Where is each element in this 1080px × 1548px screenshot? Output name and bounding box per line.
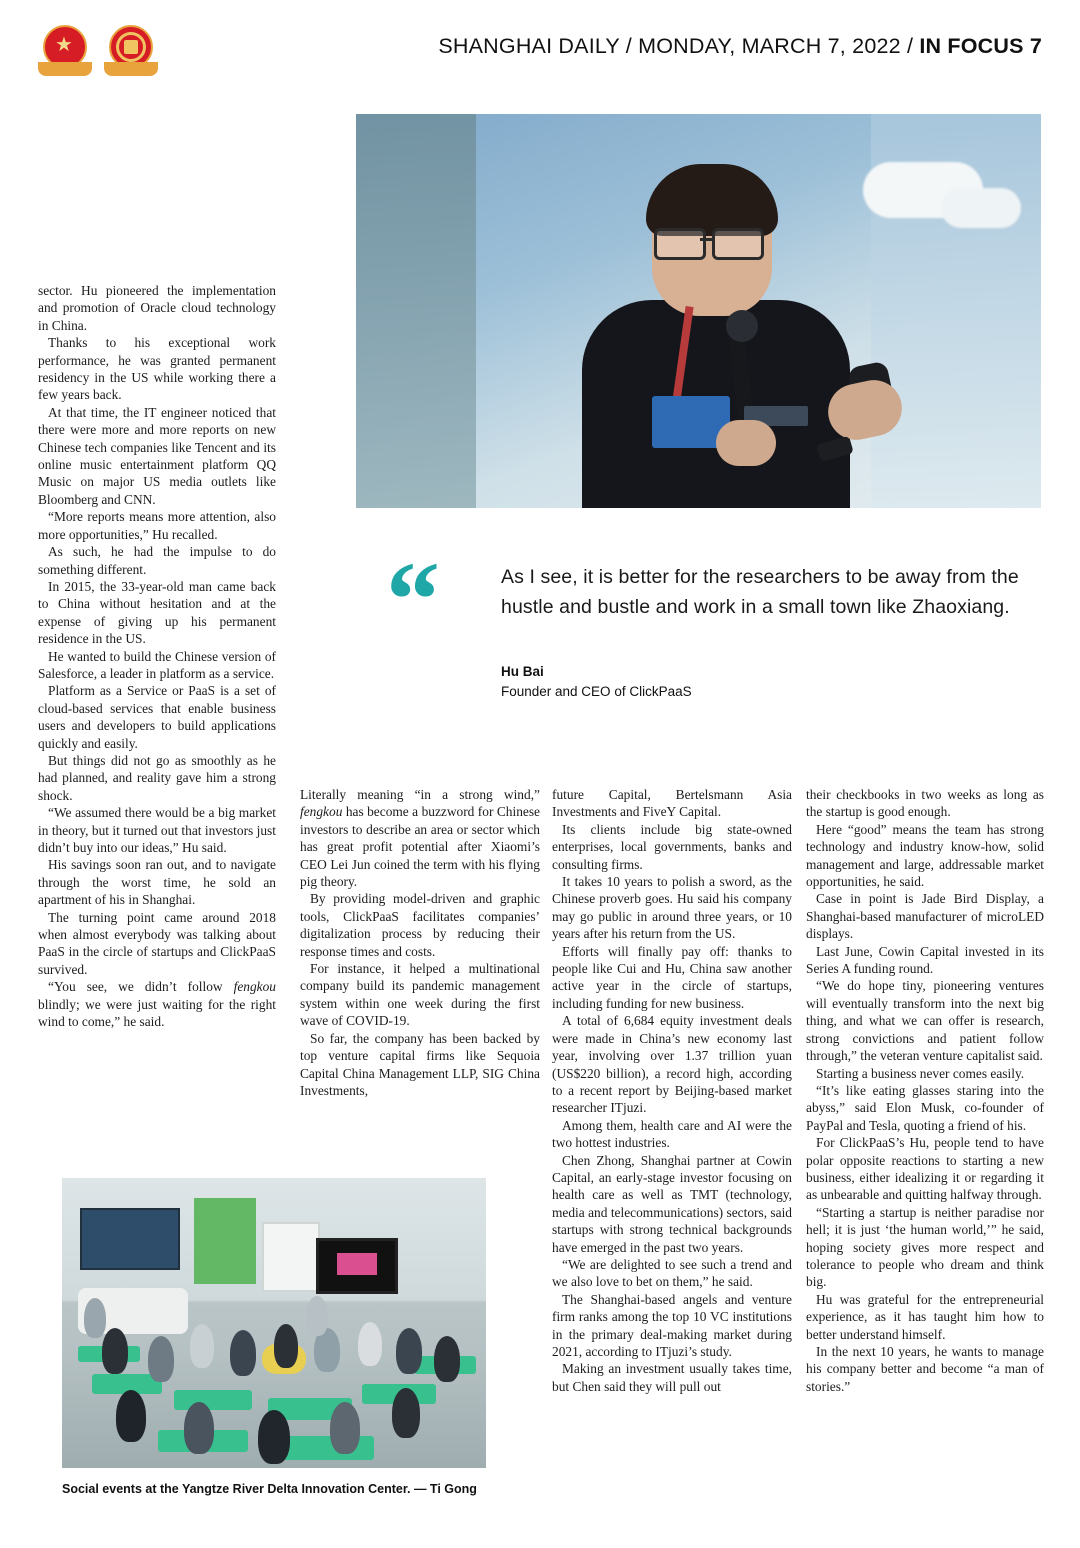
article-paragraph: The turning point came around 2018 when almost everybody was talking about PaaS in the circle of startups and ClickPaaS survived. <box>38 909 276 977</box>
masthead-title <box>438 34 1042 59</box>
article-paragraph: Platform as a Service or PaaS is a set of cloud-based services that enable business users and developers to build applications quickly and easily. <box>38 683 276 751</box>
floor-mat <box>174 1390 252 1410</box>
article-paragraph: Last June, Cowin Capital invested in its Series A funding round. <box>806 943 1044 977</box>
article-paragraph: By providing model-driven and graphic tools, ClickPaaS facilitates companies’ digitalization process by reducing their response times and costs. <box>300 891 540 959</box>
article-paragraph: In the next 10 years, he wants to manage his company better and become “a man of stories.” <box>806 1344 1044 1394</box>
article-column-2 <box>300 786 540 1099</box>
article-paragraph: In 2015, the 33-year-old man came back to China without hesitation and at the expense of giving up his permanent residence in the US. <box>38 578 276 647</box>
article-paragraph: For instance, it helped a multinational company build its pandemic management system within one week during the first wave of COVID-19. <box>300 961 540 1029</box>
article-paragraph: The Shanghai-based angels and venture firm ranks among the top 10 VC institutions in the primary deal-making market during 2021, according to ITjuzi’s study. <box>552 1291 792 1359</box>
cppcc-emblem-icon <box>104 22 158 78</box>
seated-person <box>230 1330 256 1376</box>
article-paragraph: future Capital, Bertelsmann Asia Investments and FiveY Capital. <box>552 787 792 820</box>
article-column-1 <box>38 282 276 1030</box>
speaker-figure <box>566 170 896 508</box>
bottom-photo <box>62 1178 486 1468</box>
seated-person <box>434 1336 460 1382</box>
masthead-section: IN FOCUS <box>919 34 1024 58</box>
cloud-shape-secondary <box>941 188 1021 228</box>
seated-person <box>392 1388 420 1438</box>
article-paragraph: “We are delighted to see such a trend and we also love to bet on them,” he said. <box>552 1256 792 1290</box>
article-paragraph: Case in point is Jade Bird Display, a Shanghai-based manufacturer of microLED displays. <box>806 891 1044 942</box>
article-paragraph: “More reports means more attention, also more opportunities,” Hu recalled. <box>38 509 276 542</box>
green-panel <box>194 1198 256 1284</box>
seated-person <box>330 1402 360 1454</box>
seated-person <box>306 1296 328 1336</box>
article-paragraph: “We do hope tiny, pioneering ventures will eventually transform into the next big thing, and what we can offer is research, strong convictions and patient follow through,” the veteran venture capitalist said. <box>806 978 1044 1064</box>
article-paragraph: Chen Zhong, Shanghai partner at Cowin Capital, an early-stage investor focusing on health care as well as TMT (technology, media and telecommunications) sectors, said startups with strong technical backgrounds have emerged in the past two years. <box>552 1152 792 1255</box>
article-column-4 <box>806 786 1044 1395</box>
article-paragraph: Making an investment usually takes time, but Chen said they will pull out <box>552 1361 792 1394</box>
article-paragraph: Its clients include big state-owned enterprises, local governments, banks and consulting firms. <box>552 821 792 872</box>
seated-person <box>358 1322 382 1366</box>
article-paragraph: their checkbooks in two weeks as long as the startup is good enough. <box>806 787 1044 820</box>
presentation-monitor <box>316 1238 398 1294</box>
seated-person <box>148 1336 174 1382</box>
article-paragraph: A total of 6,684 equity investment deals were made in China’s new economy last year, involving over 1.37 trillion yuan (US$220 billion), a record high, according to a recent report by Beijing-based market researcher ITjuzi. <box>552 1013 792 1116</box>
pull-quote-text: As I see, it is better for the researchers to be away from the hustle and bustle and work in a small town like Zhaoxiang. <box>501 566 1019 618</box>
article-paragraph: “It’s like eating glasses staring into the abyss,” said Elon Musk, co-founder of PayPal and Tesla, quoting a friend of his. <box>806 1082 1044 1133</box>
article-paragraph: But things did not go as smoothly as he had planned, and reality gave him a strong shock. <box>38 752 276 803</box>
article-paragraph: Among them, health care and AI were the two hottest industries. <box>552 1117 792 1151</box>
quote-mark-icon: “ <box>386 541 440 660</box>
article-paragraph: So far, the company has been backed by top venture capital firms like Sequoia Capital China Management LLP, SIG China Investments, <box>300 1030 540 1098</box>
seated-person <box>274 1324 298 1368</box>
seated-person <box>184 1402 214 1454</box>
seated-person <box>190 1324 214 1368</box>
article-paragraph: Hu was grateful for the entrepreneurial experience, as it has taught him how to better understand himself. <box>806 1291 1044 1342</box>
emblem-group <box>38 22 158 78</box>
article-paragraph: At that time, the IT engineer noticed that there were more and more reports on new Chinese tech companies like Tencent and its online music entertainment platform QQ Music on major US media outlets like Bloomberg and CNN. <box>38 404 276 507</box>
pull-quote-author: Hu Bai <box>501 664 544 679</box>
floor-mat <box>278 1436 374 1460</box>
article-paragraph: As such, he had the impulse to do something different. <box>38 544 276 577</box>
whiteboard <box>262 1222 320 1292</box>
seated-person <box>396 1328 422 1374</box>
article-paragraph: Literally meaning “in a strong wind,” fengkou has become a buzzword for Chinese investors to describe an area or sector which has great profit potential after Xiaomi’s CEO Lei Jun coined the term with his flying pig theory. <box>300 787 540 890</box>
article-paragraph: sector. Hu pioneered the implementation and promotion of Oracle cloud technology in China. <box>38 283 276 333</box>
seated-person <box>84 1298 106 1338</box>
article-paragraph: “You see, we didn’t follow fengkou blindly; we were just waiting for the right wind to come,” he said. <box>38 979 276 1030</box>
article-paragraph: He wanted to build the Chinese version of Salesforce, a leader in platform as a service. <box>38 648 276 681</box>
article-paragraph: “We assumed there would be a big market in theory, but it turned out that investors just didn’t buy into our ideas,” Hu said. <box>38 805 276 855</box>
article-paragraph: Here “good” means the team has strong technology and industry know-how, solid management and large, addressable market opportunities, he said. <box>806 821 1044 890</box>
photo-left-band <box>356 114 476 508</box>
article-column-3 <box>552 786 792 1395</box>
seated-person <box>258 1410 290 1464</box>
seated-person <box>102 1328 128 1374</box>
article-paragraph: Starting a business never comes easily. <box>816 1065 1025 1081</box>
china-national-emblem-icon: ★ <box>38 22 92 78</box>
masthead-date-line: SHANGHAI DAILY / MONDAY, MARCH 7, 2022 / <box>438 34 920 58</box>
pull-quote-role: Founder and CEO of ClickPaaS <box>501 684 692 699</box>
article-paragraph: His savings soon ran out, and to navigate through the worst time, he sold an apartment of his in Shanghai. <box>38 857 276 908</box>
pull-quote <box>356 541 1046 722</box>
seated-person <box>116 1390 146 1442</box>
lead-photo <box>356 114 1041 508</box>
article-paragraph: For ClickPaaS’s Hu, people tend to have polar opposite reactions to starting a new business, either idealizing it or regarding it as unbearable and quitting halfway through. <box>806 1135 1044 1203</box>
article-paragraph: It takes 10 years to polish a sword, as the Chinese proverb goes. Hu said his company may go public in around three years, or 10 years after his return from the US. <box>552 874 792 942</box>
page-number: 7 <box>1029 34 1042 58</box>
article-paragraph: Efforts will finally pay off: thanks to people like Cui and Hu, China saw another active year in the circle of startups, including funding for new business. <box>552 943 792 1011</box>
wall-screen-icon <box>80 1208 180 1270</box>
bottom-photo-caption: Social events at the Yangtze River Delta Innovation Center. — Ti Gong <box>62 1482 477 1496</box>
masthead <box>0 0 1080 100</box>
article-paragraph: “Starting a startup is neither paradise nor hell; it is just ‘the human world,’” he said, hoping society gives more respect and tolerance to people who dream and think big. <box>806 1204 1044 1290</box>
article-paragraph: Thanks to his exceptional work performance, he was granted permanent residency in the US while working there a few years back. <box>38 335 276 403</box>
